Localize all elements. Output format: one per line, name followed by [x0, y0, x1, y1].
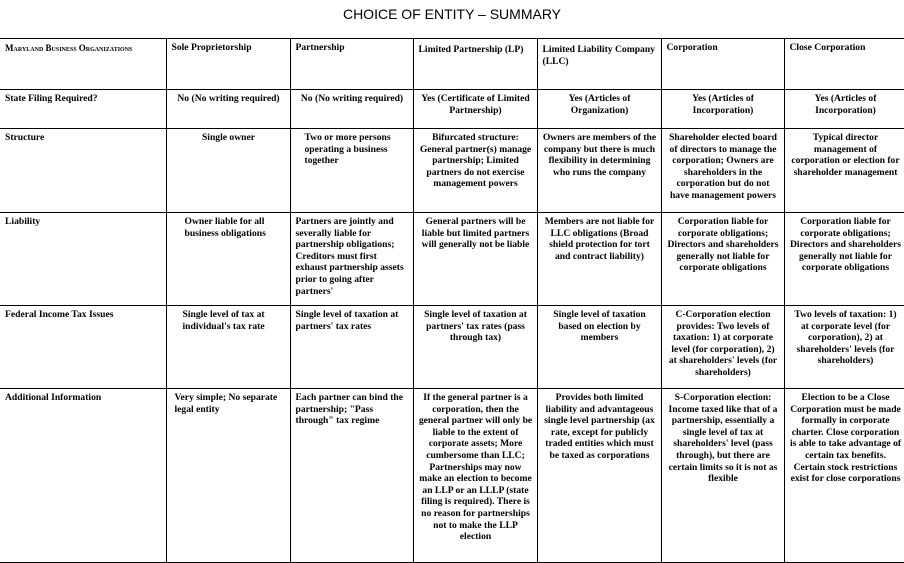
- table-cell: Bifurcated structure: General partner(s) manage partnership; Limited partners do not exercise management powers: [413, 129, 537, 213]
- table-cell: Single owner: [166, 129, 290, 213]
- row-label: Additional Information: [0, 389, 166, 563]
- table-cell: No (No writing required): [166, 90, 290, 129]
- row-label: Structure: [0, 129, 166, 213]
- column-header: Partnership: [290, 39, 413, 90]
- table-cell: Very simple; No separate legal entity: [166, 389, 290, 563]
- table-cell: Provides both limited liability and advantageous single level partnership (ax rate, except for publicly traded entities which must be taxed as corporations: [537, 389, 661, 563]
- table-cell: Owners are members of the company but there is much flexibility in determining who runs the company: [537, 129, 661, 213]
- table-cell: Partners are jointly and severally liable for partnership obligations; Creditors must first exhaust partnership assets prior to going after partners': [290, 213, 413, 306]
- header-row: [0, 39, 904, 90]
- table-cell: Corporation liable for corporate obligations; Directors and shareholders generally not liable for corporate obligations: [661, 213, 784, 306]
- table-cell: No (No writing required): [290, 90, 413, 129]
- table-cell: Yes (Articles of Incorporation): [661, 90, 784, 129]
- table-row: [0, 306, 904, 389]
- table-cell: Single level of taxation at partners' tax rates: [290, 306, 413, 389]
- column-header: Maryland Business Organizations: [0, 39, 166, 90]
- column-header: Close Corporation: [784, 39, 904, 90]
- table-cell: Single level of taxation based on election by members: [537, 306, 661, 389]
- column-header: Limited Partnership (LP): [413, 39, 537, 90]
- table-cell: Yes (Certificate of Limited Partnership): [413, 90, 537, 129]
- row-label: Liability: [0, 213, 166, 306]
- row-label: State Filing Required?: [0, 90, 166, 129]
- row-label: Federal Income Tax Issues: [0, 306, 166, 389]
- table-cell: Two levels of taxation: 1) at corporate level (for corporation), 2) at shareholders' levels (for shareholders): [784, 306, 904, 389]
- table-cell: Yes (Articles of Incorporation): [784, 90, 904, 129]
- table-cell: General partners will be liable but limited partners will generally not be liable: [413, 213, 537, 306]
- table-cell: Election to be a Close Corporation must be made formally in corporate charter. Close corporation is able to take advantage of certain tax benefits. Certain stock restrictions exist for close corporations: [784, 389, 904, 563]
- table-cell: C-Corporation election provides: Two levels of taxation: 1) at corporate level (for corporation), 2) at shareholders' levels (for shareholders): [661, 306, 784, 389]
- table-row: [0, 389, 904, 563]
- entity-summary-table: [0, 38, 904, 563]
- table-row: [0, 213, 904, 306]
- table-cell: Corporation liable for corporate obligations; Directors and shareholders generally not liable for corporate obligations: [784, 213, 904, 306]
- column-header: Limited Liability Company (LLC): [537, 39, 661, 90]
- column-header: Sole Proprietorship: [166, 39, 290, 90]
- table-cell: Single level of tax at individual's tax rate: [166, 306, 290, 389]
- table-cell: Typical director management of corporation or election for shareholder management: [784, 129, 904, 213]
- table-cell: Owner liable for all business obligations: [166, 213, 290, 306]
- column-header: Corporation: [661, 39, 784, 90]
- table-cell: Shareholder elected board of directors to manage the corporation; Owners are shareholders in the corporation but do not have management powers: [661, 129, 784, 213]
- table-cell: Members are not liable for LLC obligations (Broad shield protection for tort and contract liability): [537, 213, 661, 306]
- table-cell: Each partner can bind the partnership; "Pass through" tax regime: [290, 389, 413, 563]
- table-cell: Two or more persons operating a business together: [290, 129, 413, 213]
- table-cell: S-Corporation election: Income taxed like that of a partnership, essentially a single level of tax at shareholders' level (pass through), but there are certain limits so it is not as flexible: [661, 389, 784, 563]
- table-cell: Yes (Articles of Organization): [537, 90, 661, 129]
- table-row: [0, 90, 904, 129]
- table-cell: Single level of taxation at partners' tax rates (pass through tax): [413, 306, 537, 389]
- table-cell: If the general partner is a corporation, then the general partner will only be liable to the extent of corporate assets; More cumbersome than LLC; Partnerships may now make an election to become an LLP or an LLLP (state filing is required). There is no reason for partnerships not to make the LLP election: [413, 389, 537, 563]
- table-row: [0, 129, 904, 213]
- page-title: CHOICE OF ENTITY – SUMMARY: [342, 6, 562, 22]
